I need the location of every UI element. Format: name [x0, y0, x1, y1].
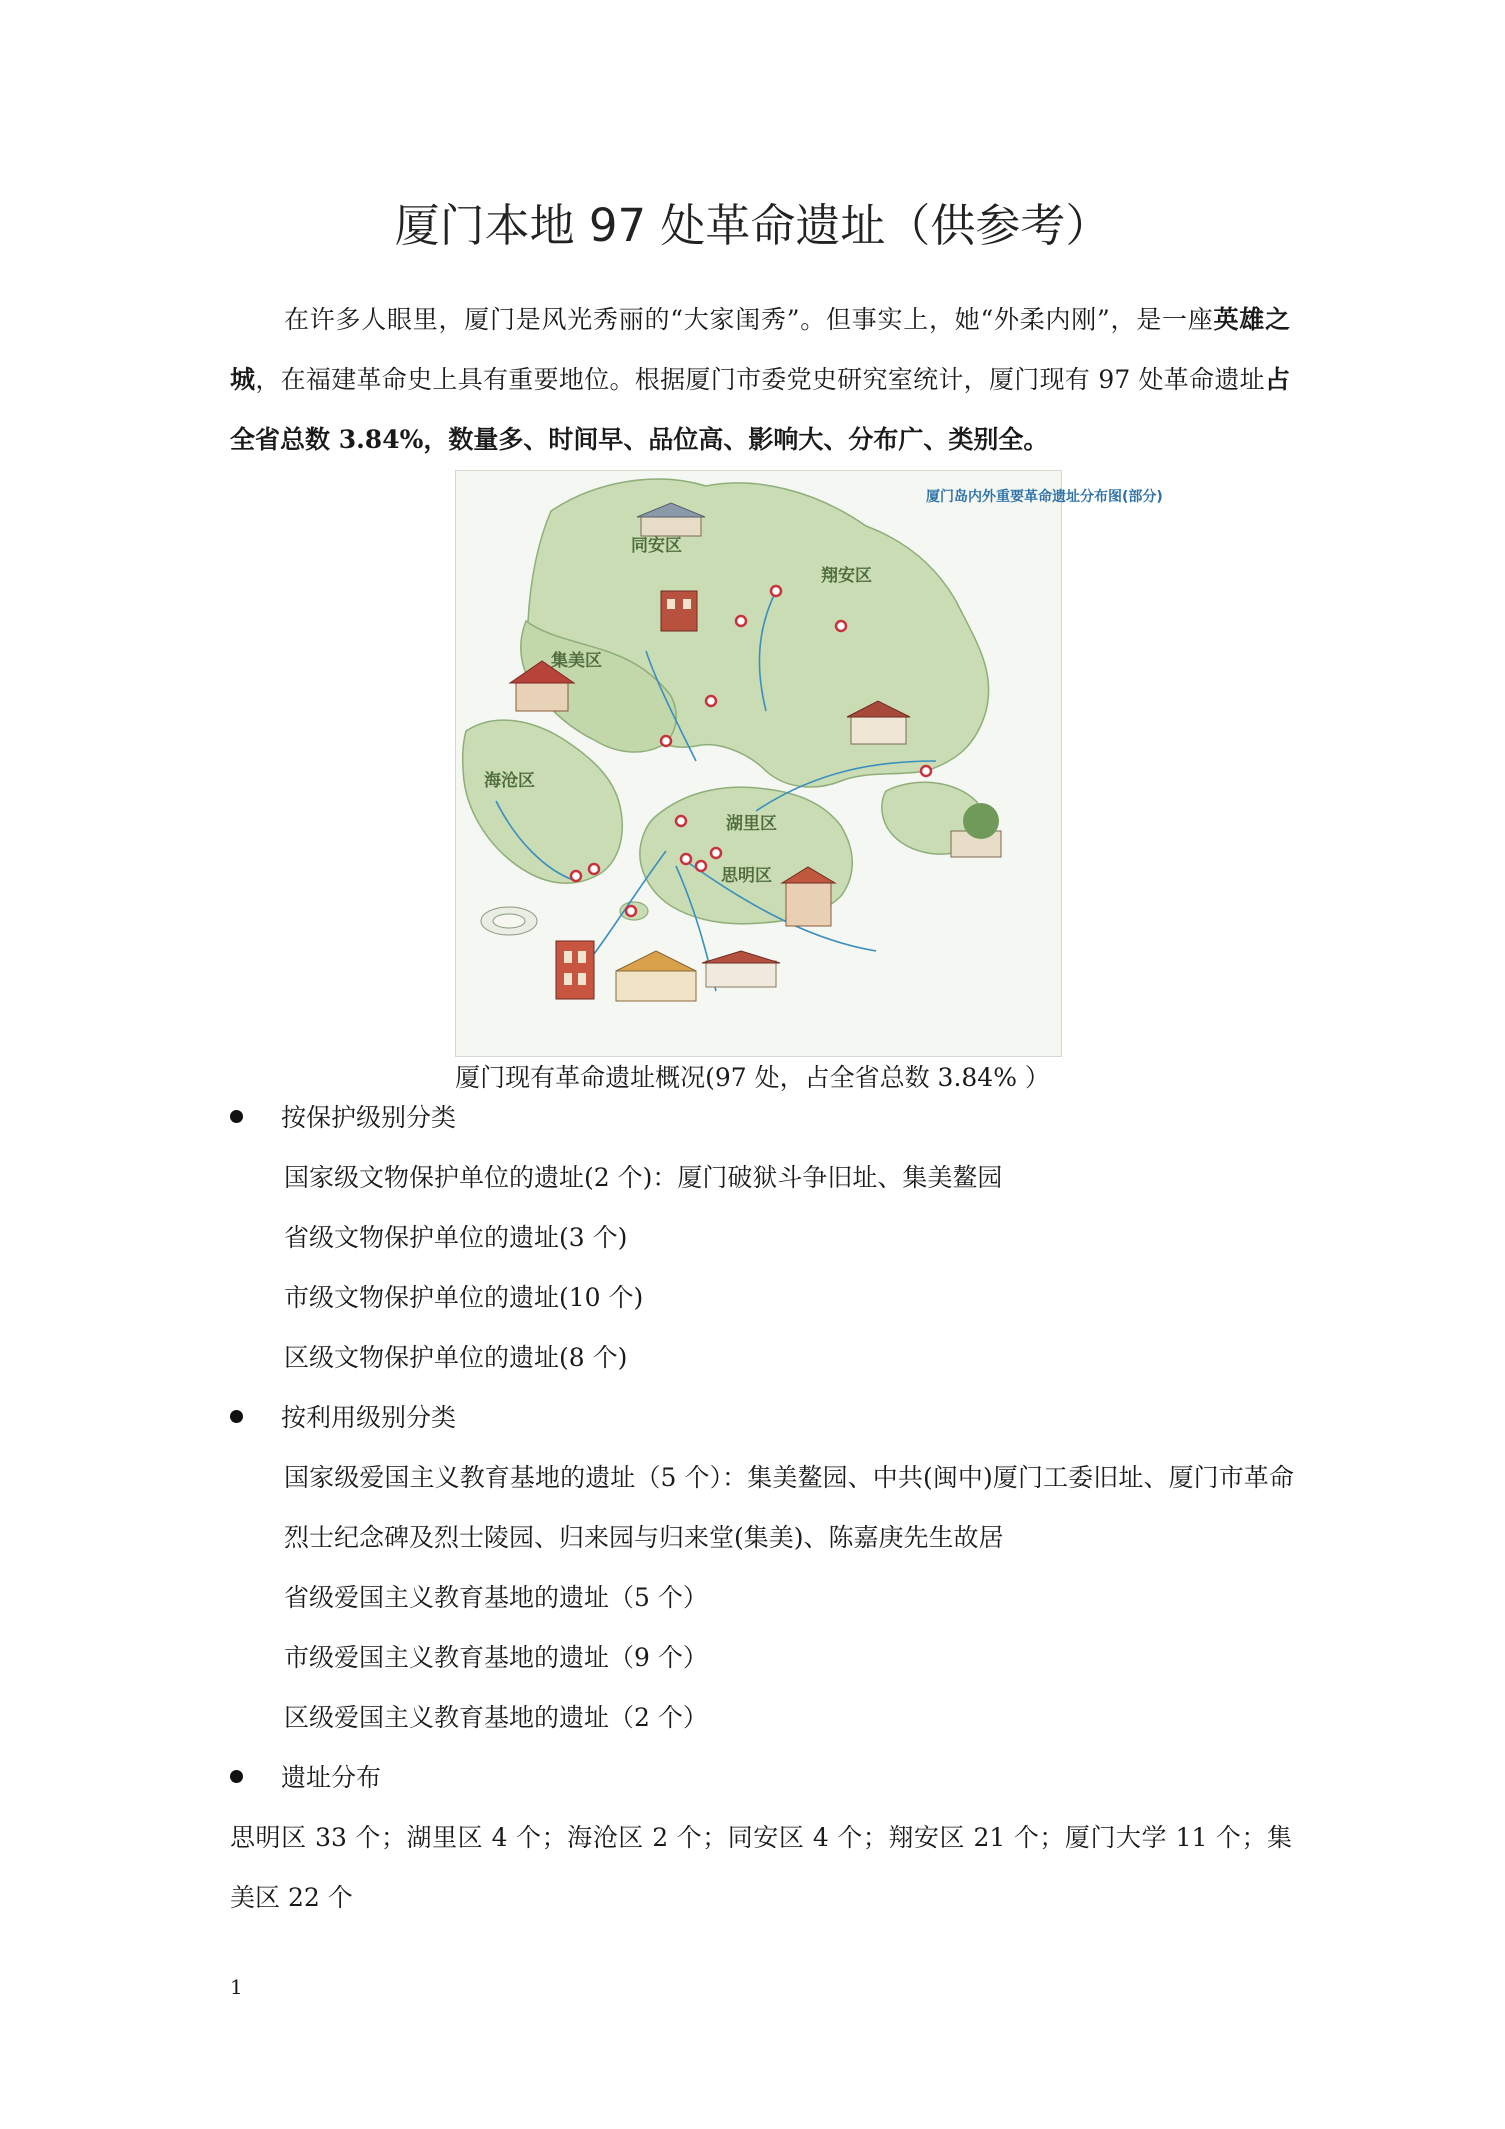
bullet-dot-icon — [230, 1110, 243, 1123]
district-label-haicang: 海沧区 — [484, 771, 535, 791]
section-usage-heading — [230, 1398, 456, 1438]
usage-item-national: 国家级爱国主义教育基地的遗址（5 个）：集美鳌园、中共(闽中)厦门工委旧址、厦门市革命烈士纪念碑及烈士陵园、归来园与归来堂(集美)、陈嘉庚先生故居 — [284, 1463, 1294, 1552]
map-caption: 厦门现有革命遗址概况(97 处，占全省总数 3.84% ） — [455, 1063, 1050, 1092]
section-protection-title: 按保护级别分类 — [281, 1103, 457, 1132]
page-number: 1 — [230, 1975, 243, 1999]
map-legend-title: 厦门岛内外重要革命遗址分布图(部分) — [926, 489, 1163, 505]
section-distribution-heading — [230, 1758, 381, 1798]
district-label-xiangan: 翔安区 — [821, 566, 872, 586]
district-label-huli: 湖里区 — [726, 814, 777, 834]
usage-item-municipal: 市级爱国主义教育基地的遗址（9 个） — [284, 1643, 708, 1672]
intro-bold-2: 占全省总数 3.84%，数量多、时间早、品位高、影响大、分布广、类别全。 — [230, 365, 1290, 454]
section-usage-title: 按利用级别分类 — [281, 1403, 457, 1432]
protection-item-provincial: 省级文物保护单位的遗址(3 个) — [284, 1223, 628, 1252]
intro-text-1: 在许多人眼里，厦门是风光秀丽的“大家闺秀”。但事实上，她“外柔内刚”，是一座 — [284, 305, 1214, 334]
section-distribution-title: 遗址分布 — [281, 1763, 382, 1792]
district-label-siming: 思明区 — [721, 866, 772, 886]
bullet-dot-icon — [230, 1770, 243, 1783]
bullet-dot-icon — [230, 1410, 243, 1423]
usage-item-district: 区级爱国主义教育基地的遗址（2 个） — [284, 1703, 708, 1732]
protection-item-national: 国家级文物保护单位的遗址(2 个)：厦门破狱斗争旧址、集美鳌园 — [284, 1163, 1003, 1192]
district-label-jimei: 集美区 — [551, 651, 602, 671]
section-protection-heading — [230, 1098, 456, 1138]
protection-item-municipal: 市级文物保护单位的遗址(10 个) — [284, 1283, 644, 1312]
protection-item-district: 区级文物保护单位的遗址(8 个) — [284, 1343, 628, 1372]
district-label-tongan: 同安区 — [631, 536, 682, 556]
page-title: 厦门本地 97 处革命遗址（供参考） — [394, 199, 1111, 252]
usage-item-provincial: 省级爱国主义教育基地的遗址（5 个） — [284, 1583, 708, 1612]
distribution-text: 思明区 33 个；湖里区 4 个；海沧区 2 个；同安区 4 个；翔安区 21 个；厦门大学 11 个；集美区 22 个 — [230, 1823, 1292, 1912]
revolutionary-sites-map — [455, 470, 1163, 1057]
intro-text-2: ，在福建革命史上具有重要地位。根据厦门市委党史研究室统计，厦门现有 97 处革命遗址 — [255, 365, 1265, 394]
intro-bold-1: 英雄之城 — [230, 305, 1290, 394]
intro-paragraph — [230, 290, 1290, 470]
